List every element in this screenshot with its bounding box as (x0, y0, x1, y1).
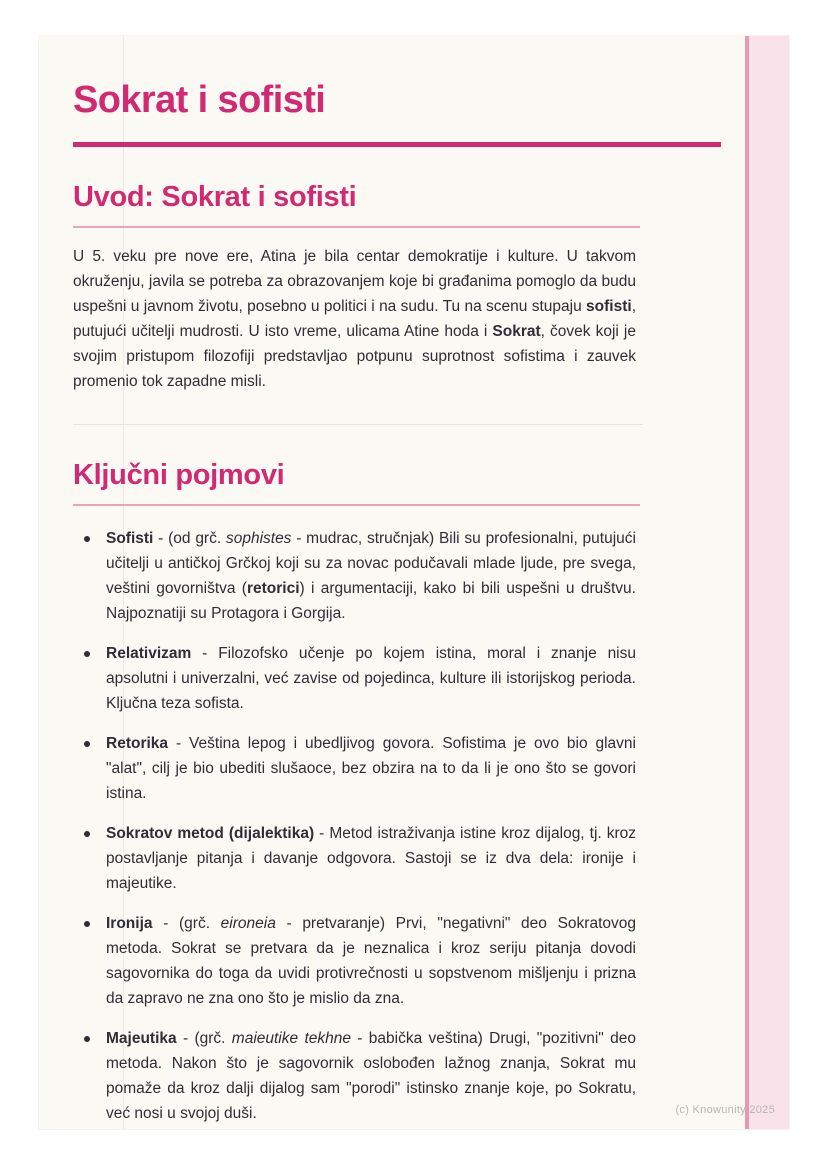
text-run: - (od grč. (153, 530, 226, 547)
text-run: , putujući učitelji mudrosti. U isto vreme, ulicama Atine hoda i (73, 298, 636, 340)
key-terms-section-heading: Ključni pojmovi (73, 459, 285, 491)
bold-term: sofisti (586, 298, 632, 315)
text-run: - Metod istraživanja istine kroz dijalog, tj. kroz postavljanje pitanja i davanje odgovora. Sastoji se iz dva dela: ironije i majeutike. (106, 825, 636, 892)
text-run: - mudrac, stručnjak) Bili su profesionalni, putujući učitelji u antičkoj Grčkoj koji su za novac podučavali mlade ljude, pre svega, veštini govorništva ( (106, 530, 636, 597)
bold-term: Relativizam (106, 645, 192, 662)
list-item (106, 911, 636, 1011)
intro-section-heading: Uvod: Sokrat i sofisti (73, 181, 357, 213)
right-margin-stripe (745, 36, 789, 1129)
list-item (106, 526, 636, 626)
text-run: ) i argumentaciji, kako bi bili uspešni u društvu. Najpoznatiji su Protagora i Gorgija. (106, 580, 636, 622)
italic-term: eironeia (220, 915, 276, 932)
intro-paragraph (73, 244, 636, 394)
intro-heading-underline (73, 226, 640, 228)
text-run: , čovek koji je svojim pristupom filozofiji predstavljao potpunu suprotnost sofistima i zauvek promenio tok zapadne misli. (73, 323, 636, 390)
text-run: - pretvaranje) Prvi, "negativni" deo Sokratovog metoda. Sokrat se pretvara da je neznalica i kroz seriju pitanja dovodi sagovornika do toga da uvidi protivrečnosti u sopstvenom mišljenju i prizna da zapravo ne zna ono što je mislio da zna. (106, 915, 636, 1007)
text-run: - (grč. (176, 1030, 232, 1047)
list-item (106, 641, 636, 716)
text-run: U 5. veku pre nove ere, Atina je bila centar demokratije i kulture. U takvom okruženju, javila se potreba za obrazovanjem koje bi građanima pomoglo da budu uspešni u javnom životu, posebno u politici i na sudu. Tu na scenu stupaju (73, 248, 636, 315)
italic-term: sophistes (225, 530, 292, 547)
bold-term: Sokrat (492, 323, 541, 340)
document-content (73, 36, 636, 1130)
document-title: Sokrat i sofisti (73, 79, 326, 121)
key-terms-list (73, 526, 636, 1126)
list-item (106, 821, 636, 896)
bold-term: Ironija (106, 915, 153, 932)
text-run: - (grč. (152, 915, 221, 932)
watermark: (c) Knowunity 2025 (675, 1104, 775, 1116)
document-page (38, 35, 790, 1130)
list-item (106, 1026, 636, 1126)
text-run: - Filozofsko učenje po kojem istina, moral i znanje nisu apsolutni i univerzalni, već zavise od pojedinca, kulture ili istorijskog perioda. Ključna teza sofista. (106, 645, 636, 712)
bold-term: Majeutika (106, 1030, 177, 1047)
text-run: - babička veština) Drugi, "pozitivni" deo metoda. Nakon što je sagovornik oslobođen lažnog znanja, Sokrat mu pomaže da kroz dalji dijalog sam "porodi" istinsko znanje koje, po Sokratu, već nosi u svojoj duši. (106, 1030, 636, 1122)
italic-term: maieutike tekhne (231, 1030, 351, 1047)
section-divider (73, 424, 643, 425)
bold-term: retorici (246, 580, 300, 597)
bold-term: Sokratov metod (dijalektika) (106, 825, 315, 842)
bold-term: Sofisti (106, 530, 154, 547)
list-item (106, 731, 636, 806)
text-run: - Veština lepog i ubedljivog govora. Sofistima je ovo bio glavni "alat", cilj je bio ubediti slušaoce, bez obzira na to da li je ono što se govori istina. (106, 735, 636, 802)
title-rule (73, 142, 721, 147)
key-terms-heading-underline (73, 504, 640, 506)
bold-term: Retorika (106, 735, 169, 752)
